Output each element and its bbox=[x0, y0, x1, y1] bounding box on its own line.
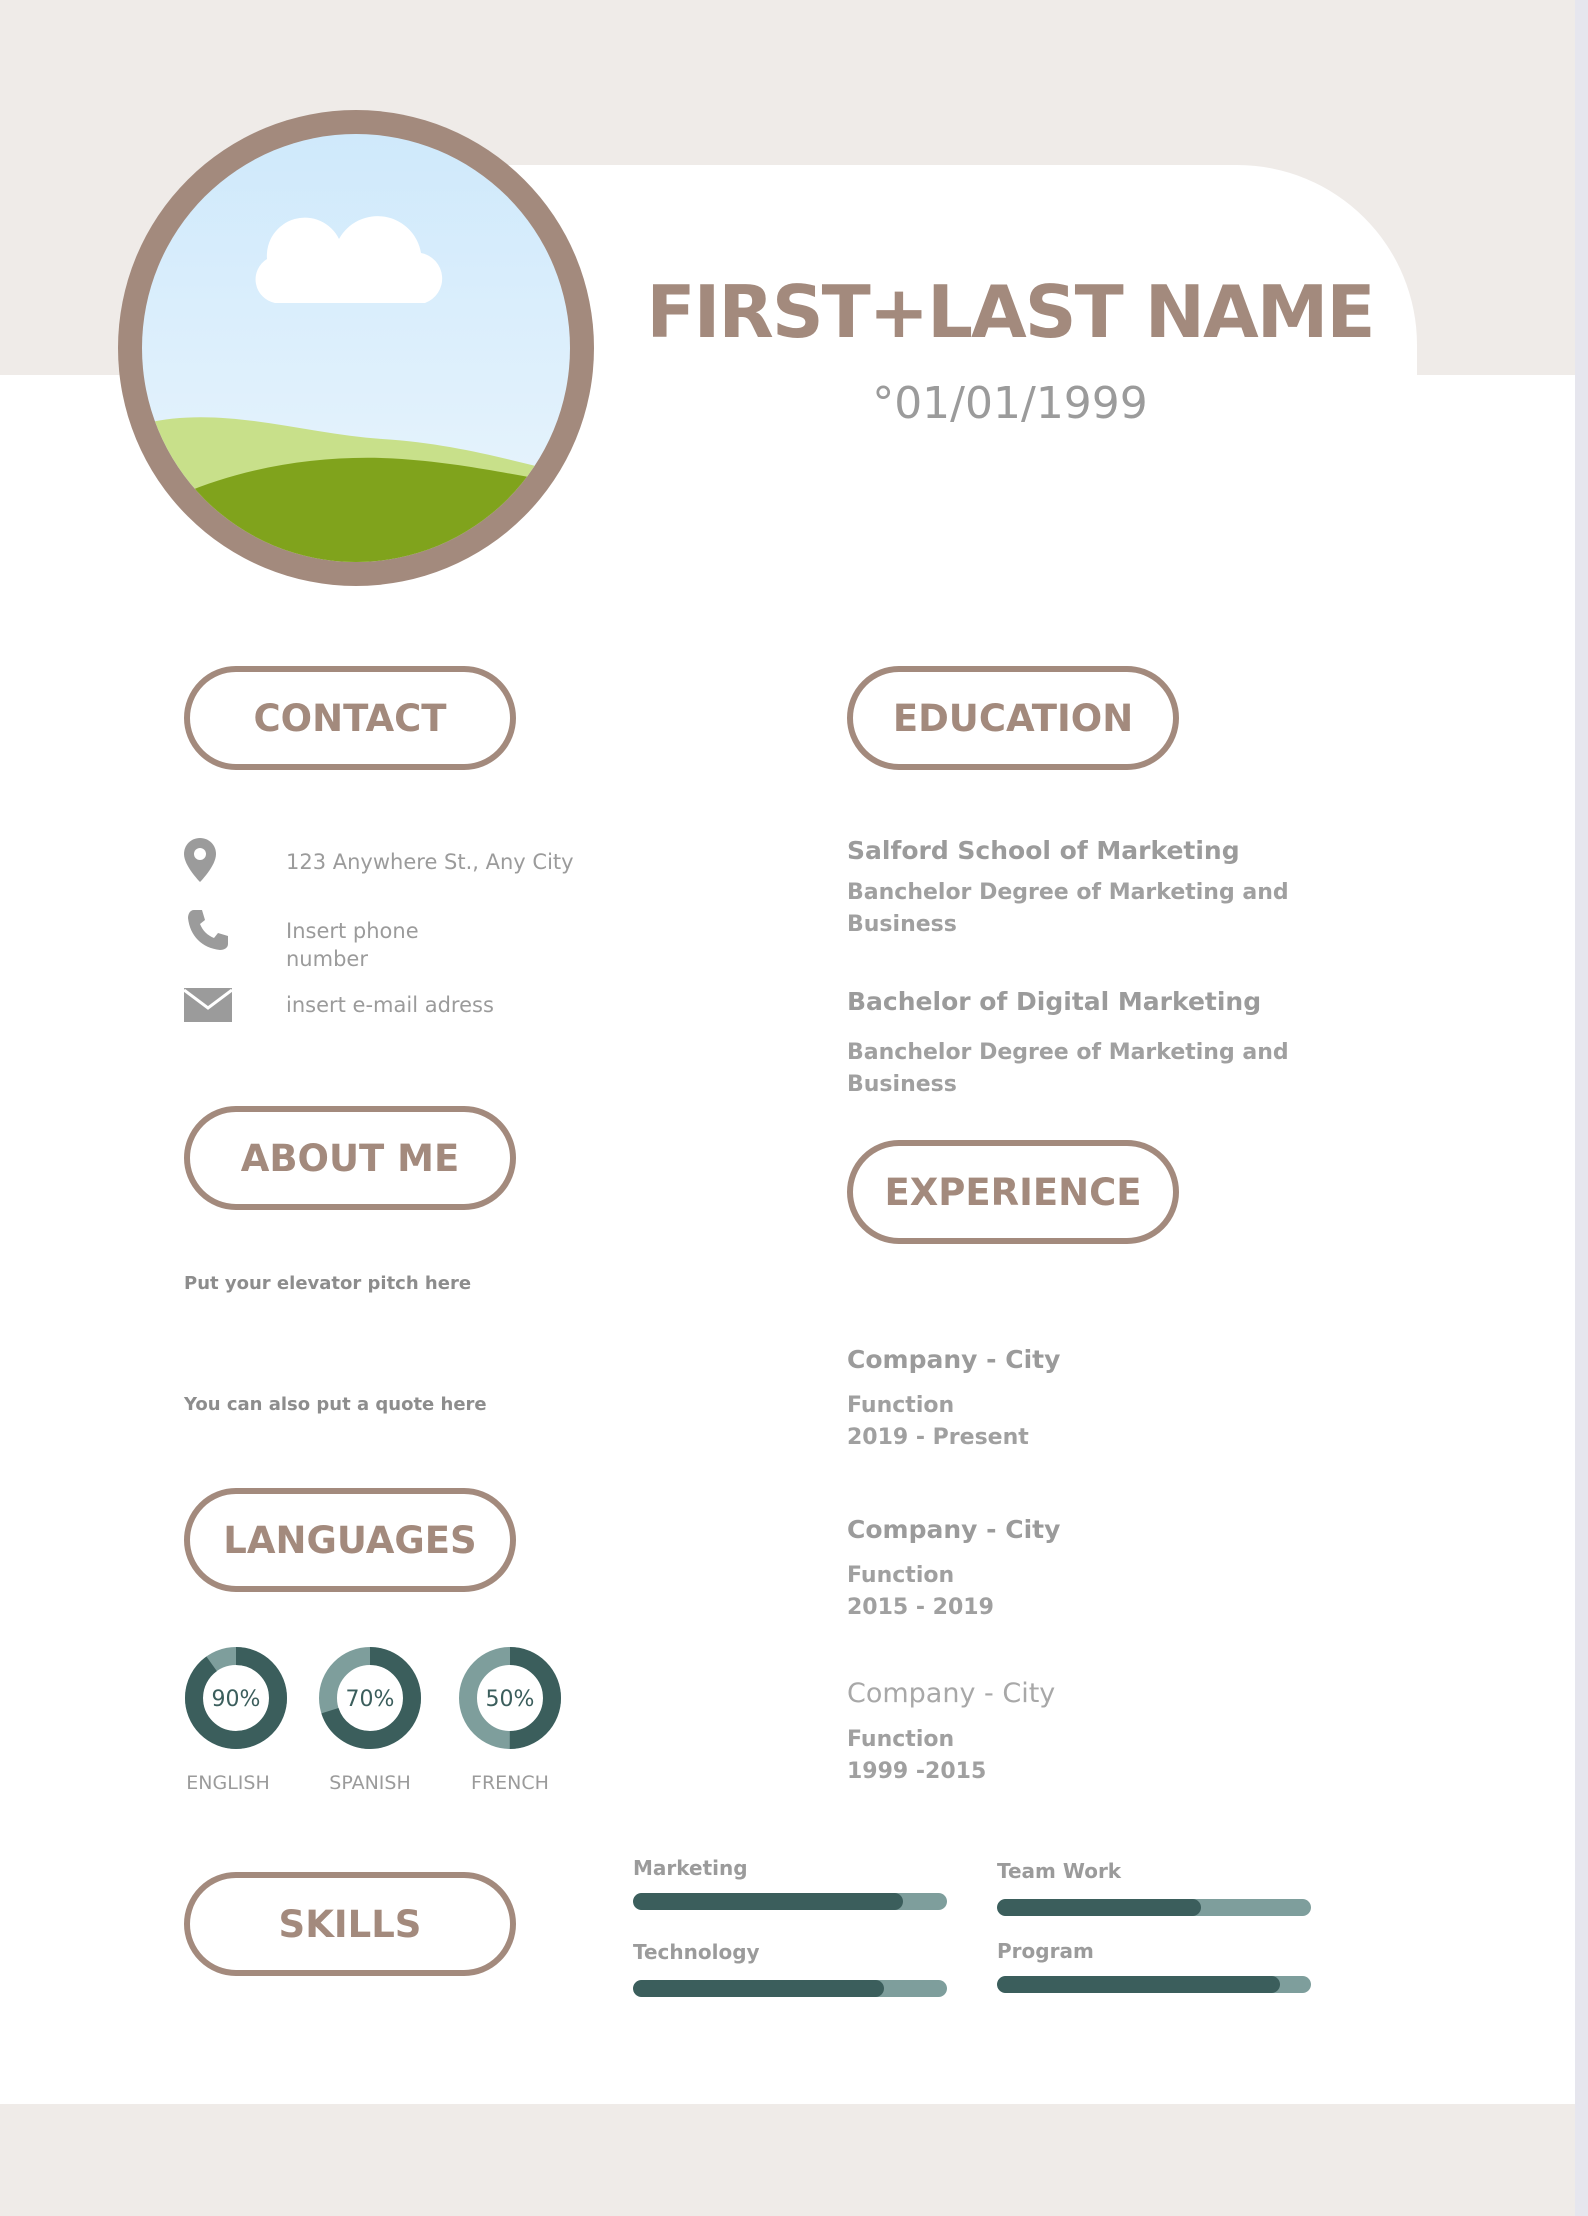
languages-heading: LANGUAGES bbox=[184, 1488, 516, 1592]
language-ring-english bbox=[184, 1646, 288, 1750]
experience-function: Function bbox=[847, 1727, 955, 1752]
experience-company: Company - City bbox=[847, 1515, 1061, 1544]
landscape-placeholder-icon bbox=[142, 134, 570, 562]
elevator-pitch: Put your elevator pitch here bbox=[184, 1273, 472, 1294]
skill-bar-fill bbox=[997, 1976, 1280, 1993]
education-school: Salford School of Marketing bbox=[847, 836, 1240, 865]
full-name: FIRST+LAST NAME bbox=[646, 270, 1374, 354]
skill-bar-fill bbox=[997, 1899, 1201, 1916]
mail-icon bbox=[184, 988, 232, 1022]
skill-bar-marketing bbox=[633, 1893, 947, 1910]
education-school: Bachelor of Digital Marketing bbox=[847, 987, 1262, 1016]
language-label: ENGLISH bbox=[186, 1772, 270, 1794]
language-ring-spanish bbox=[318, 1646, 422, 1750]
language-label: FRENCH bbox=[471, 1772, 549, 1794]
about-heading: ABOUT ME bbox=[184, 1106, 516, 1210]
education-degree: Banchelor Degree of Marketing and Business bbox=[847, 1040, 1289, 1097]
quote-text: You can also put a quote here bbox=[184, 1394, 487, 1415]
skill-bar-fill bbox=[633, 1893, 903, 1910]
contact-phone: Insert phone number bbox=[286, 919, 419, 971]
skill-label: Technology bbox=[633, 1940, 760, 1964]
experience-heading: EXPERIENCE bbox=[847, 1140, 1179, 1244]
profile-photo[interactable] bbox=[118, 110, 594, 586]
page-edge bbox=[1575, 0, 1588, 2216]
ring-percent: 90% bbox=[211, 1687, 261, 1712]
footer-background bbox=[0, 2104, 1575, 2216]
education-degree: Banchelor Degree of Marketing and Business bbox=[847, 880, 1289, 937]
location-pin-icon bbox=[184, 838, 216, 882]
experience-function: Function bbox=[847, 1393, 955, 1418]
experience-period: 2015 - 2019 bbox=[847, 1595, 994, 1620]
experience-period: 2019 - Present bbox=[847, 1425, 1029, 1450]
ring-percent: 70% bbox=[345, 1687, 395, 1712]
skill-bar-technology bbox=[633, 1980, 947, 1997]
skill-label: Team Work bbox=[997, 1859, 1122, 1883]
skill-bar-teamwork bbox=[997, 1899, 1311, 1916]
experience-company: Company - City bbox=[847, 1678, 1056, 1709]
contact-heading: CONTACT bbox=[184, 666, 516, 770]
content-card bbox=[0, 375, 1575, 2104]
skill-bar-fill bbox=[633, 1980, 884, 1997]
language-ring-french bbox=[458, 1646, 562, 1750]
experience-company: Company - City bbox=[847, 1345, 1061, 1374]
phone-icon bbox=[186, 908, 230, 952]
skill-label: Program bbox=[997, 1939, 1094, 1963]
contact-address: 123 Anywhere St., Any City bbox=[286, 850, 574, 874]
language-label: SPANISH bbox=[329, 1772, 411, 1794]
skill-label: Marketing bbox=[633, 1856, 748, 1880]
ring-percent: 50% bbox=[485, 1687, 535, 1712]
contact-email: insert e-mail adress bbox=[286, 993, 494, 1017]
education-heading: EDUCATION bbox=[847, 666, 1179, 770]
skill-bar-program bbox=[997, 1976, 1311, 1993]
skills-heading: SKILLS bbox=[184, 1872, 516, 1976]
experience-function: Function bbox=[847, 1563, 955, 1588]
experience-period: 1999 -2015 bbox=[847, 1759, 987, 1784]
birth-date: °01/01/1999 bbox=[872, 378, 1148, 429]
